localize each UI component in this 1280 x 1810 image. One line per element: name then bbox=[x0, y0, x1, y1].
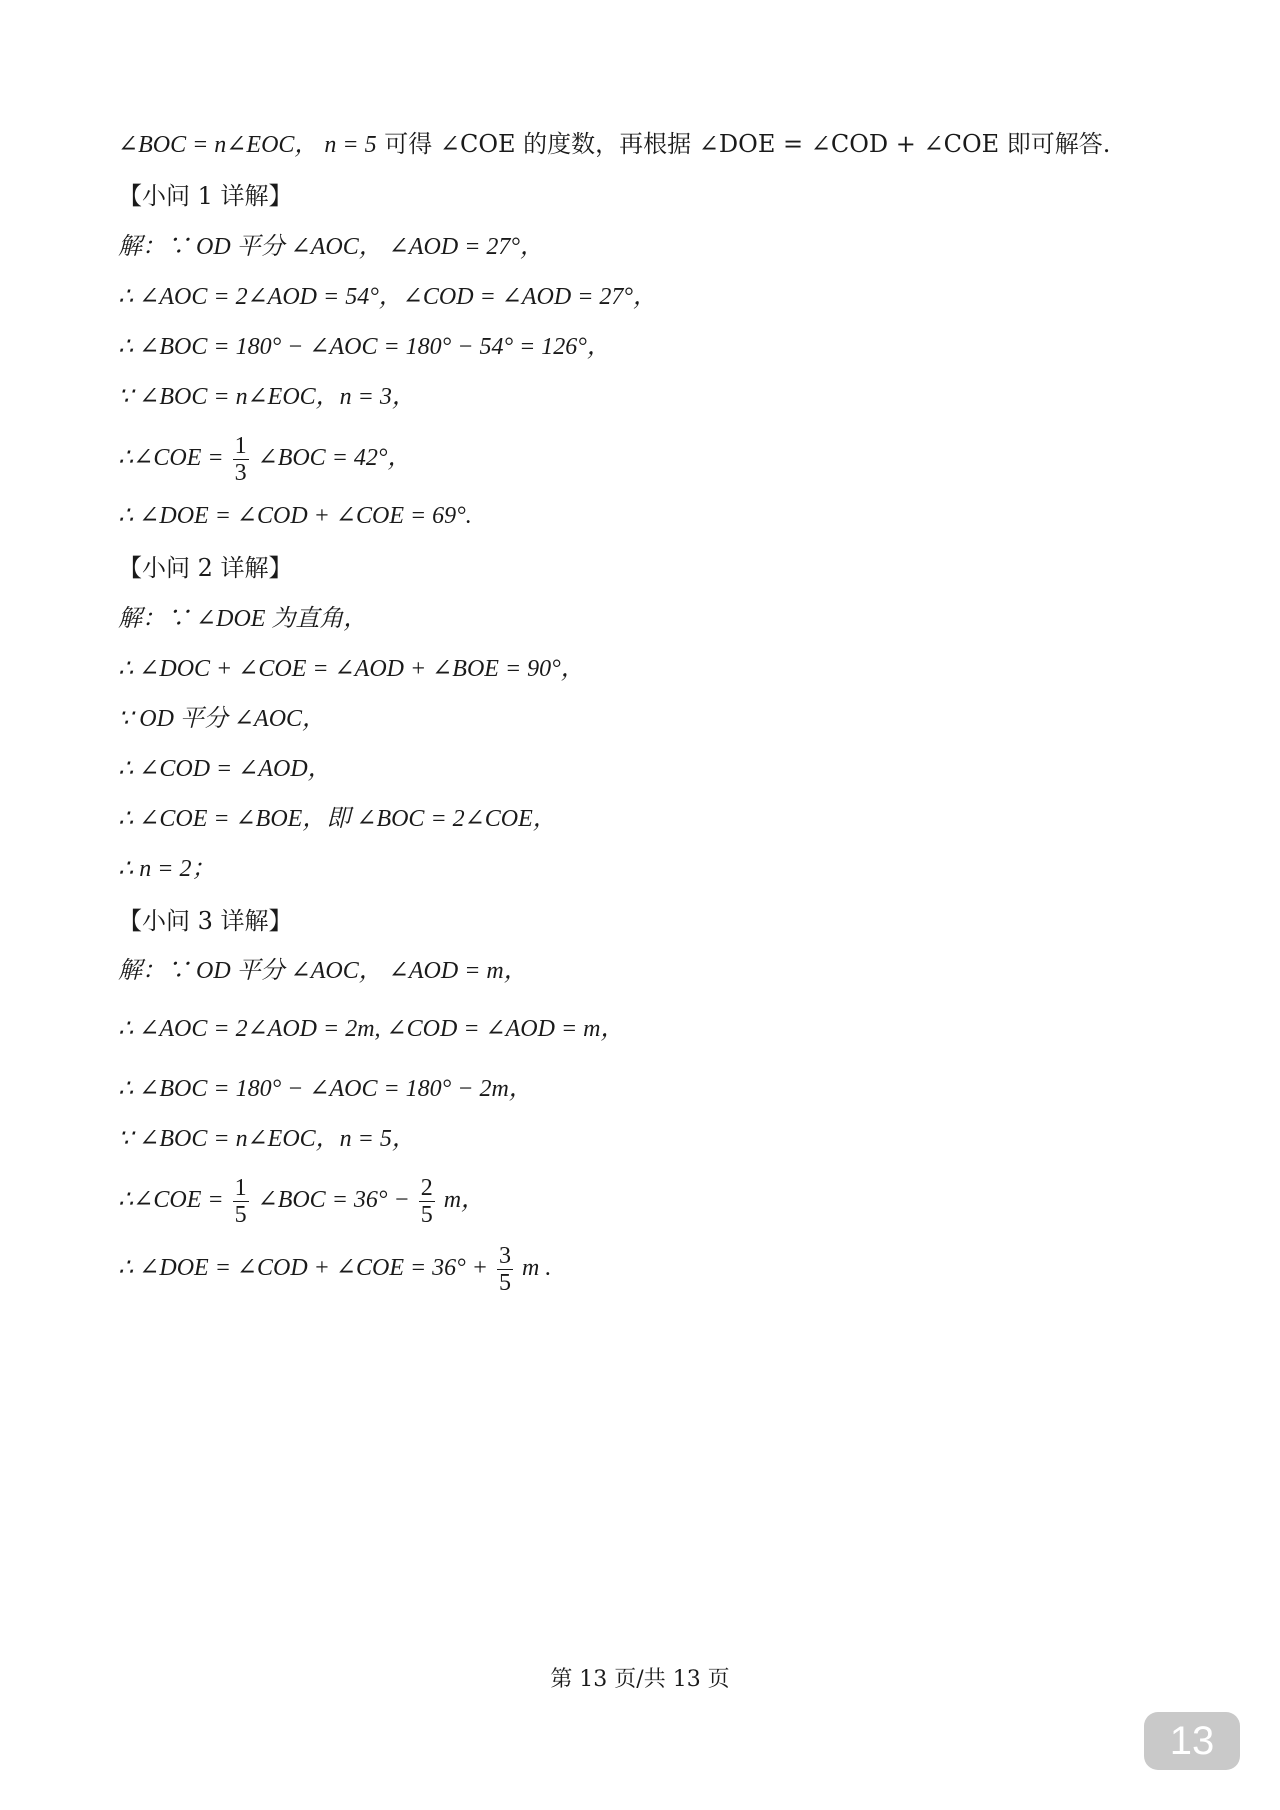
solution-line: ∴ ∠BOC = 180° − ∠AOC = 180° − 2m， bbox=[118, 1076, 533, 1102]
text: ∴∠COE = bbox=[118, 1187, 224, 1213]
solution-line: ∵ ∠BOC = n∠EOC，n = 3， bbox=[118, 384, 416, 410]
solution-line: ∴ ∠AOC = 2∠AOD = 2m, ∠COD = ∠AOD = m， bbox=[118, 1016, 625, 1042]
text: 可得 ∠COE 的度数，再根据 ∠DOE = ∠COD + ∠COE 即可解答. bbox=[384, 130, 1111, 158]
fraction bbox=[497, 1243, 513, 1296]
solution-line: 解：∵ ∠DOE 为直角， bbox=[118, 606, 368, 632]
fraction-numerator: 2 bbox=[420, 1174, 433, 1201]
solution-line: ∴ n = 2； bbox=[118, 856, 216, 882]
section-heading-2: 【小问 2 详解】 bbox=[118, 554, 293, 582]
fraction-numerator: 1 bbox=[234, 1174, 247, 1201]
solution-line: ∴ ∠DOC + ∠COE = ∠AOD + ∠BOE = 90°， bbox=[118, 656, 585, 682]
section-heading-1: 【小问 1 详解】 bbox=[118, 182, 293, 210]
fraction-denominator: 5 bbox=[420, 1201, 433, 1228]
section-heading-3: 【小问 3 详解】 bbox=[118, 907, 293, 935]
solution-line-fraction bbox=[118, 1170, 485, 1230]
solution-line: 解：∵ OD 平分 ∠AOC， ∠AOD = 27°， bbox=[118, 234, 544, 260]
solution-line: ∴ ∠COE = ∠BOE，即 ∠BOC = 2∠COE， bbox=[118, 806, 557, 832]
solution-line: ∵ ∠BOC = n∠EOC，n = 5， bbox=[118, 1126, 416, 1152]
text: ∴ ∠DOE = ∠COD + ∠COE = 36° + bbox=[118, 1255, 488, 1281]
math-text: ∠BOC = n∠EOC， n = 5 bbox=[118, 132, 377, 158]
solution-line: ∴ ∠AOC = 2∠AOD = 54°，∠COD = ∠AOD = 27°， bbox=[118, 284, 658, 310]
text: ∠BOC = 42°， bbox=[257, 445, 412, 471]
solution-line: 解：∵ OD 平分 ∠AOC， ∠AOD = m， bbox=[118, 958, 528, 984]
page-footer: 第 13 页/共 13 页 bbox=[550, 1667, 730, 1692]
fraction bbox=[233, 433, 249, 486]
text: m， bbox=[443, 1187, 486, 1213]
fraction-numerator: 3 bbox=[498, 1242, 511, 1269]
solution-line: ∴ ∠COD = ∠AOD， bbox=[118, 756, 332, 782]
intro-line bbox=[118, 128, 1110, 161]
fraction-denominator: 5 bbox=[498, 1269, 511, 1296]
text: ∠BOC = 36° − bbox=[257, 1187, 410, 1213]
solution-line-fraction bbox=[118, 1238, 551, 1298]
solution-line: ∴ ∠DOE = ∠COD + ∠COE = 69°. bbox=[118, 503, 472, 529]
text: ∴∠COE = bbox=[118, 445, 224, 471]
fraction bbox=[419, 1175, 435, 1228]
fraction bbox=[233, 1175, 249, 1228]
solution-line-fraction bbox=[118, 428, 411, 488]
solution-line: ∴ ∠BOC = 180° − ∠AOC = 180° − 54° = 126°， bbox=[118, 334, 611, 360]
fraction-numerator: 1 bbox=[234, 432, 247, 459]
fraction-denominator: 5 bbox=[234, 1201, 247, 1228]
page-number-badge[interactable]: 13 bbox=[1144, 1712, 1240, 1770]
solution-line: ∵ OD 平分 ∠AOC， bbox=[118, 706, 327, 732]
fraction-denominator: 3 bbox=[234, 459, 247, 486]
text: m . bbox=[521, 1255, 552, 1281]
